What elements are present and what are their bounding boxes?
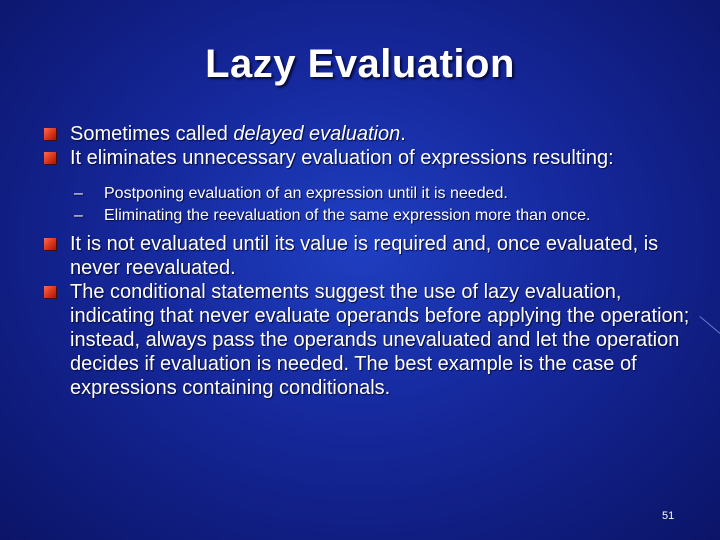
- bullet-item: [44, 232, 694, 280]
- bullet-item: [44, 122, 694, 146]
- bullet-text: It is not evaluated until its value is required and, once evaluated, is never reevaluated.: [70, 233, 659, 279]
- dash-bullet-icon: –: [74, 185, 83, 202]
- bullet-text-suffix: .: [400, 123, 406, 145]
- bullet-item: [44, 146, 694, 170]
- sub-bullet-item: [44, 182, 694, 206]
- bullet-text: It eliminates unnecessary evaluation of expressions resulting:: [70, 147, 614, 169]
- sub-bullet-item: [44, 206, 694, 226]
- dash-bullet-icon: –: [74, 207, 83, 224]
- decorative-line: [699, 316, 720, 336]
- bullet-text-emphasis: delayed evaluation: [233, 123, 401, 145]
- bullet-list: [44, 122, 694, 400]
- page-number: 51: [662, 510, 675, 522]
- square-bullet-icon: [44, 128, 56, 140]
- square-bullet-icon: [44, 152, 56, 164]
- square-bullet-icon: [44, 238, 56, 250]
- sub-bullet-text: Postponing evaluation of an expression until it is needed.: [104, 185, 508, 202]
- bullet-text: The conditional statements suggest the use of lazy evaluation, indicating that never evaluate operands before applying the operation; instead, always pass the operands unevaluated and let the operation decides if evaluation is needed. The best example is the case of expressions containing conditionals.: [70, 281, 690, 399]
- sub-bullet-text: Eliminating the reevaluation of the same expression more than once.: [104, 207, 591, 224]
- bullet-item: [44, 280, 694, 400]
- slide-title: Lazy Evaluation: [205, 42, 515, 86]
- square-bullet-icon: [44, 286, 56, 298]
- bullet-text-prefix: Sometimes called: [70, 123, 234, 145]
